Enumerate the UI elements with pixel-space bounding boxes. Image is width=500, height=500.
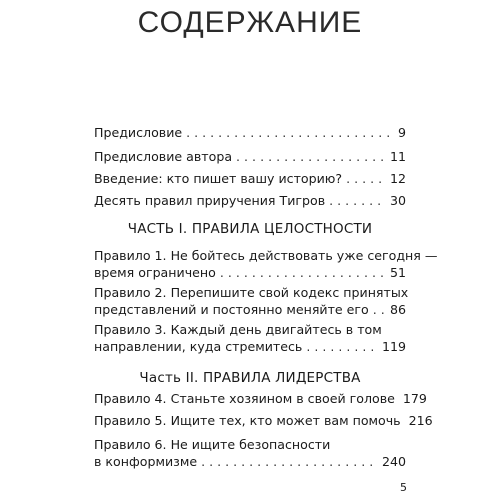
toc-entry-title: Предисловие автора [94,149,233,164]
part-heading: ЧАСТЬ I. ПРАВИЛА ЦЕЛОСТНОСТИ [127,221,373,237]
toc-entry-page: 240 [381,454,406,469]
toc-entry[interactable] [94,170,406,187]
toc-entry[interactable] [94,284,409,318]
toc-entry-title-cont: представлений и постоянно меняйте его [94,302,369,317]
dot-leader [236,148,386,165]
toc-entry[interactable] [94,192,406,209]
toc-entry[interactable] [94,148,406,165]
toc-entry-page: 11 [389,149,406,164]
toc-entry[interactable] [94,436,406,470]
dot-leader [329,192,386,209]
dot-leader [186,124,394,141]
toc-entry-title: Правило 3. Каждый день двигайтесь в том [94,322,382,337]
toc-entry-page: 216 [408,413,433,428]
toc-entry-page: 9 [397,125,406,140]
toc-entry-title: Правило 5. Ищите тех, кто может вам помочь [94,413,401,428]
toc-entry-title: Правило 6. Не ищите безопасности [94,437,331,452]
toc-entry-title-cont: время ограничено [94,265,216,280]
toc-entry-title-cont: в конформизме [94,454,198,469]
dot-leader [306,338,378,355]
dot-leader [373,301,386,318]
toc-entry[interactable] [94,124,406,141]
page-title: СОДЕРЖАНИЕ [137,6,363,39]
toc-entry[interactable] [94,247,438,281]
toc-entry-page: 86 [389,302,406,317]
dot-leader [346,170,386,187]
dot-leader [201,453,378,470]
toc-entry[interactable] [94,412,433,429]
toc-entry-title: Правило 4. Станьте хозяином в своей голове [94,391,395,406]
dot-leader [220,264,386,281]
toc-entry[interactable] [94,321,406,355]
toc-entry-page: 30 [389,193,406,208]
toc-entry-title: Предисловие [94,125,183,140]
toc-entry-page: 179 [402,391,427,406]
page-number: 5 [400,481,407,494]
toc-entry-title: Введение: кто пишет вашу историю? [94,171,343,186]
toc-entry[interactable] [94,390,427,407]
toc-entry-page: 119 [381,339,406,354]
part-heading: Часть II. ПРАВИЛА ЛИДЕРСТВА [139,370,361,386]
toc-entry-title: Правило 2. Перепишите свой кодекс принятых [94,285,409,300]
toc-entry-page: 12 [389,171,406,186]
toc-entry-title: Правило 1. Не бойтесь действовать уже сегодня — [94,248,438,263]
toc-entry-title-cont: направлении, куда стремитесь [94,339,303,354]
toc-entry-page: 51 [389,265,406,280]
toc-entry-title: Десять правил приручения Тигров [94,193,326,208]
